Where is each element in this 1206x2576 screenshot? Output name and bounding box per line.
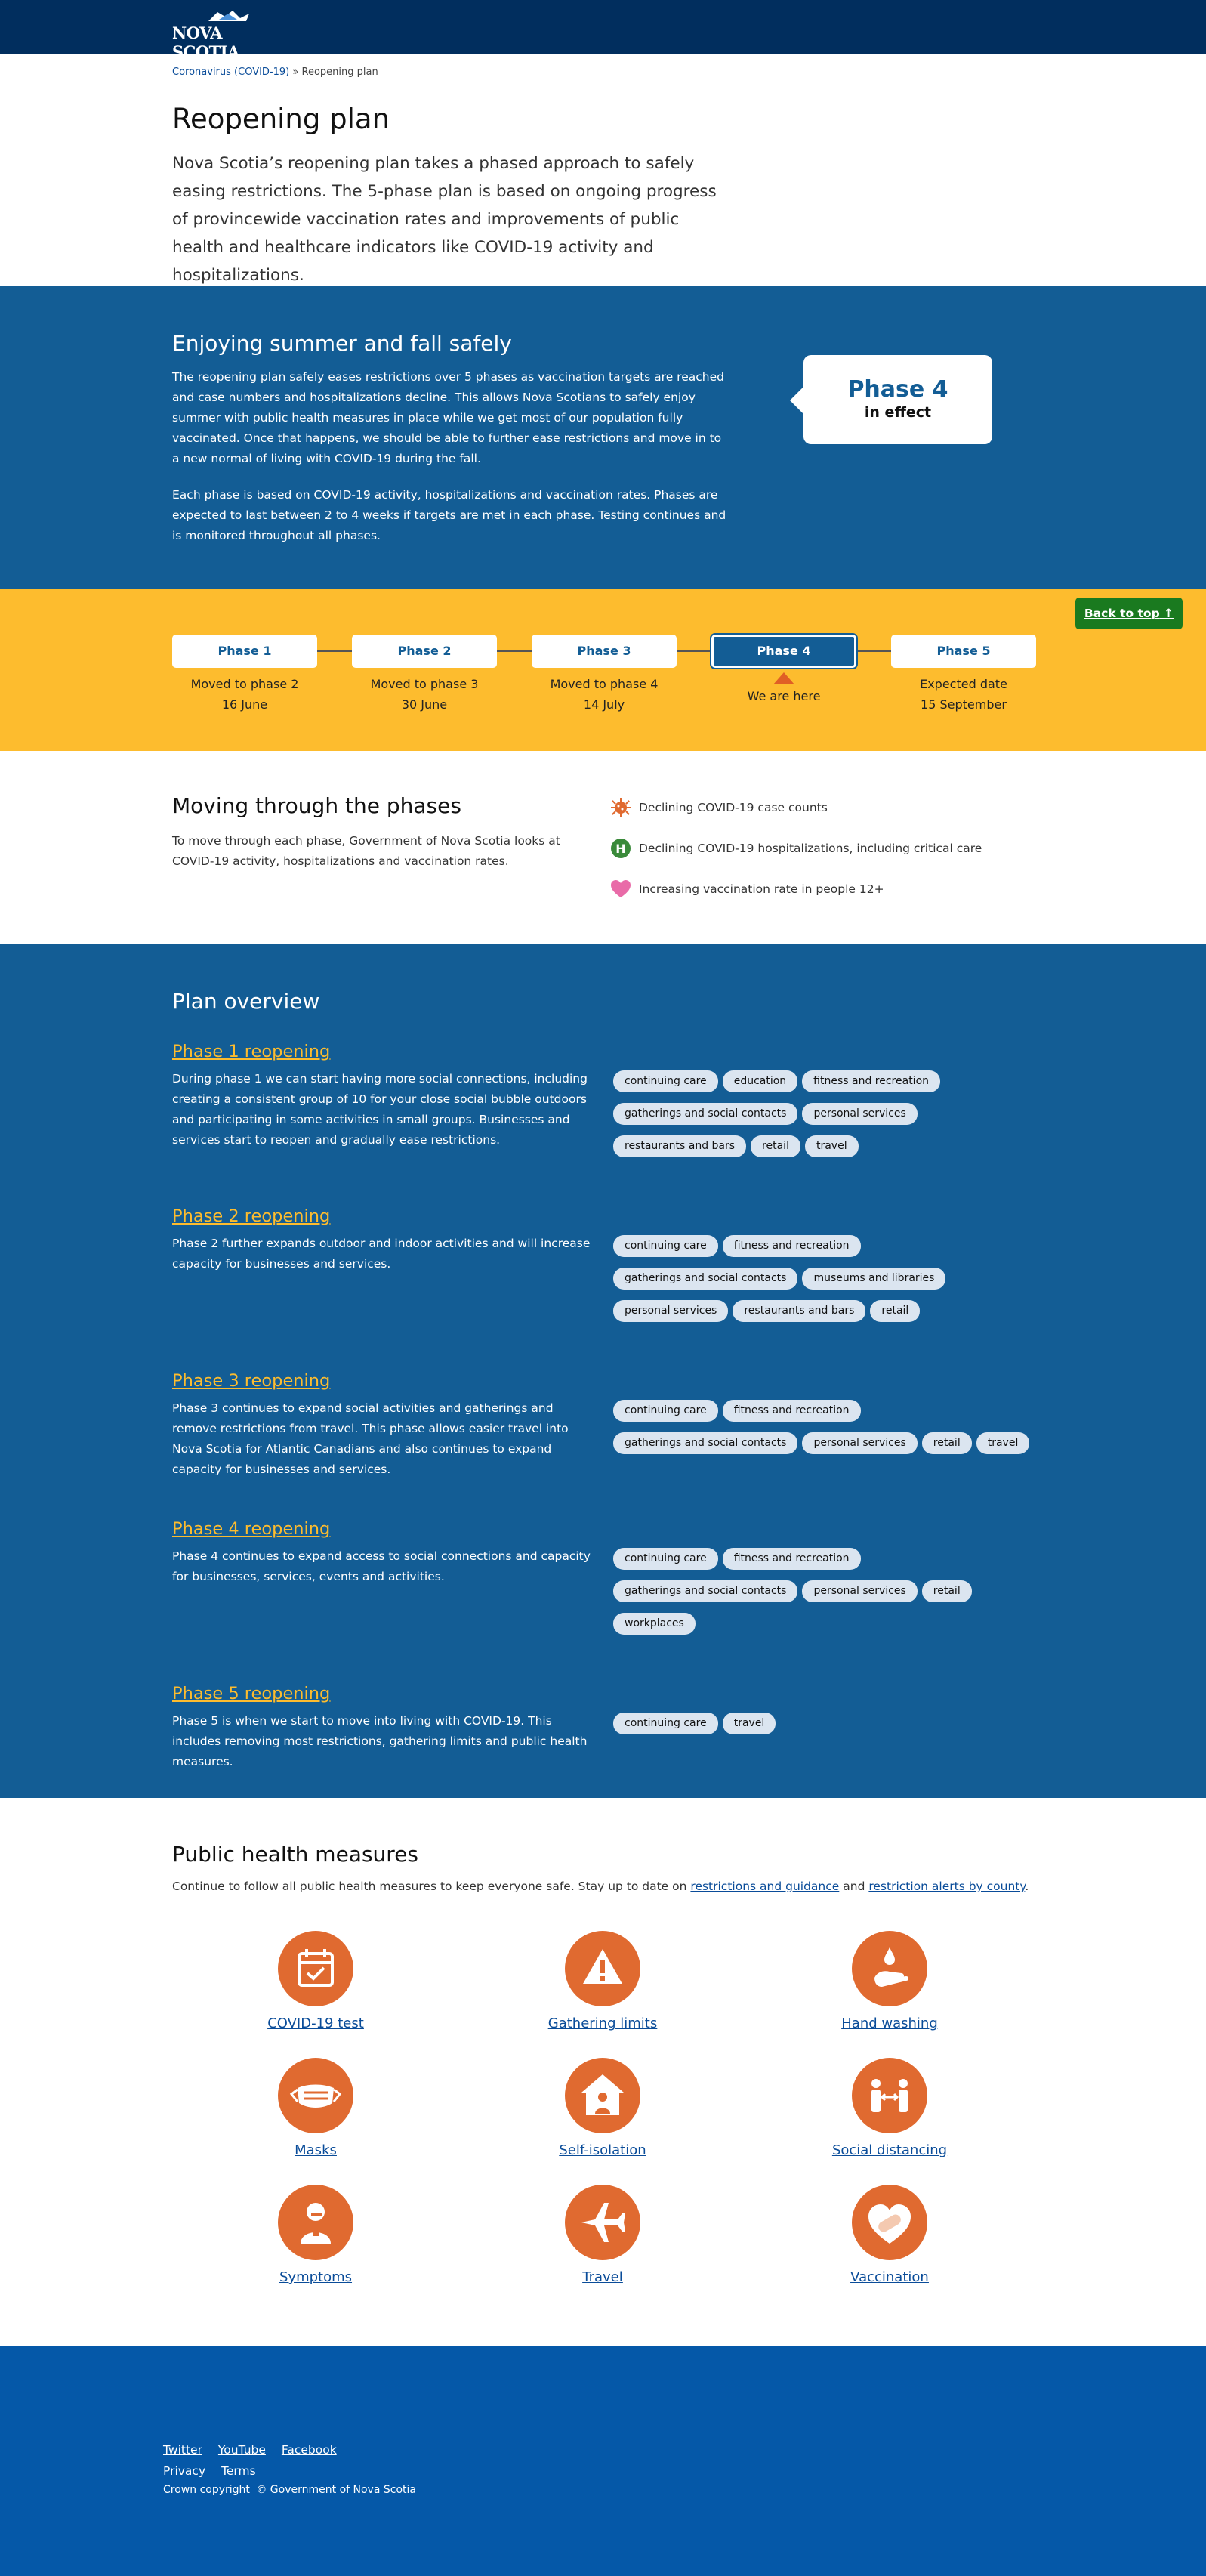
phase-timeline xyxy=(0,589,1206,751)
flag-icon xyxy=(202,9,255,24)
timeline-step-note: Moved to phase 4 xyxy=(550,677,659,691)
brand-wordmark: NOVA SCOTIA xyxy=(172,23,239,61)
tag[interactable]: retail xyxy=(922,1432,972,1454)
tag[interactable]: personal services xyxy=(802,1580,917,1602)
phase-1-tags xyxy=(613,1070,1036,1168)
bandage-heart-icon xyxy=(852,2185,927,2260)
nova-scotia-logo[interactable] xyxy=(172,9,293,61)
measure-label: Self-isolation xyxy=(559,2142,646,2158)
phase-2-description: Phase 2 further expands outdoor and indoor activities and will increase capacity for businesses and services. xyxy=(172,1237,591,1271)
phase-2-link[interactable]: Phase 2 reopening xyxy=(172,1206,331,1226)
back-to-top-button[interactable] xyxy=(1075,598,1183,629)
social-distance-icon xyxy=(852,2058,927,2133)
tag[interactable]: fitness and recreation xyxy=(723,1548,861,1570)
tag[interactable]: personal services xyxy=(802,1103,917,1125)
warning-icon xyxy=(565,1931,640,2006)
tag[interactable]: education xyxy=(723,1070,797,1092)
timeline-step-phase-3[interactable] xyxy=(532,635,677,715)
facebook-link[interactable]: Facebook xyxy=(281,2443,337,2457)
timeline-step-phase-2[interactable] xyxy=(352,635,497,715)
plan-overview-section xyxy=(0,944,1206,1798)
phase-1-link[interactable]: Phase 1 reopening xyxy=(172,1042,331,1061)
restriction-alerts-link[interactable]: restriction alerts by county xyxy=(868,1879,1026,1893)
measure-symptoms[interactable] xyxy=(217,2185,414,2285)
terms-link[interactable]: Terms xyxy=(221,2464,256,2478)
phase-2-block xyxy=(172,1206,1033,1317)
timeline-step-note: Moved to phase 2 xyxy=(190,677,299,691)
tag[interactable]: personal services xyxy=(613,1300,728,1322)
timeline-step-date: 30 June xyxy=(401,697,448,712)
youtube-link[interactable]: YouTube xyxy=(217,2443,266,2457)
tag[interactable]: retail xyxy=(922,1580,972,1602)
measure-label: COVID-19 test xyxy=(267,2015,364,2031)
breadcrumb-current: Reopening plan xyxy=(301,66,378,78)
phase-4-description: Phase 4 continues to expand access to social connections and capacity for businesses, services, events and activities. xyxy=(172,1549,591,1583)
phase-2-tags xyxy=(613,1235,1036,1333)
phase-5-link[interactable]: Phase 5 reopening xyxy=(172,1684,331,1703)
measures-desc-text: Continue to follow all public health measures to keep everyone safe. Stay up to date on xyxy=(172,1879,687,1893)
current-phase-card xyxy=(803,355,992,444)
timeline-step-label: Phase 4 xyxy=(711,635,856,668)
privacy-link[interactable]: Privacy xyxy=(163,2464,206,2478)
measure-label: Travel xyxy=(582,2269,623,2285)
timeline-step-phase-4[interactable] xyxy=(711,635,856,706)
measure-covid-test[interactable] xyxy=(217,1931,414,2031)
tag[interactable]: continuing care xyxy=(613,1400,718,1422)
page-title: Reopening plan xyxy=(172,103,390,135)
timeline-step-phase-1[interactable] xyxy=(172,635,317,715)
timeline-step-date: 14 July xyxy=(583,697,625,712)
measure-social-distancing[interactable] xyxy=(791,2058,988,2158)
phase-4-block xyxy=(172,1519,1033,1629)
top-bar xyxy=(0,0,1206,61)
tag[interactable]: fitness and recreation xyxy=(802,1070,940,1092)
footer xyxy=(0,2346,1206,2576)
house-person-icon xyxy=(565,2058,640,2133)
timeline-step-date: 16 June xyxy=(221,697,268,712)
tag[interactable]: gatherings and social contacts xyxy=(613,1432,797,1454)
timeline-step-phase-5[interactable] xyxy=(891,635,1036,715)
tag[interactable]: continuing care xyxy=(613,1548,718,1570)
measures-desc-end: . xyxy=(1025,1879,1029,1893)
footer-social-links xyxy=(163,2443,349,2457)
crown-copyright-link[interactable]: Crown copyright xyxy=(163,2484,250,2496)
hospital-letter: H xyxy=(615,842,626,856)
breadcrumb-separator: » xyxy=(292,66,299,78)
phase-1-block xyxy=(172,1042,1033,1151)
measure-label: Gathering limits xyxy=(547,2015,658,2031)
calendar-check-icon xyxy=(278,1931,353,2006)
tag[interactable]: restaurants and bars xyxy=(613,1135,746,1157)
measure-label: Vaccination xyxy=(850,2269,929,2285)
measure-gathering-limits[interactable] xyxy=(504,1931,701,2031)
indicator-label: Declining COVID-19 case counts xyxy=(639,801,828,814)
tag[interactable]: gatherings and social contacts xyxy=(613,1268,797,1290)
timeline-step-label: Phase 5 xyxy=(891,635,1036,668)
measure-vaccination[interactable] xyxy=(791,2185,988,2285)
phase-4-link[interactable]: Phase 4 reopening xyxy=(172,1519,331,1539)
phase-3-tags xyxy=(613,1400,1036,1465)
moving-title: Moving through the phases xyxy=(172,793,461,818)
measure-label: Hand washing xyxy=(841,2015,938,2031)
tag[interactable]: fitness and recreation xyxy=(723,1235,861,1257)
footer-copyright xyxy=(163,2484,416,2496)
measure-label: Symptoms xyxy=(279,2269,353,2285)
breadcrumb-link-covid[interactable]: Coronavirus (COVID-19) xyxy=(172,66,290,78)
tag[interactable]: museums and libraries xyxy=(802,1268,945,1290)
measures-title: Public health measures xyxy=(172,1842,419,1867)
measures-desc-and: and xyxy=(843,1879,865,1893)
tag[interactable]: gatherings and social contacts xyxy=(613,1103,797,1125)
phase-3-link[interactable]: Phase 3 reopening xyxy=(172,1371,331,1391)
tag[interactable]: continuing care xyxy=(613,1235,718,1257)
current-phase-status: in effect xyxy=(864,404,932,421)
timeline-step-note: Expected date xyxy=(920,677,1007,691)
tag[interactable]: travel xyxy=(723,1713,776,1734)
hand-water-icon xyxy=(852,1931,927,2006)
indicator-label: Declining COVID-19 hospitalizations, including critical care xyxy=(639,842,982,855)
phase-5-description: Phase 5 is when we start to move into living with COVID-19. This includes removing most restrictions, gathering limits and public health measures. xyxy=(172,1714,588,1768)
tag[interactable]: continuing care xyxy=(613,1713,718,1734)
plan-overview-title: Plan overview xyxy=(172,989,320,1014)
airplane-icon xyxy=(565,2185,640,2260)
measure-self-isolation[interactable] xyxy=(504,2058,701,2158)
phase-3-description: Phase 3 continues to expand social activities and gatherings and remove restrictions from travel. This phase allows easier travel into Nova Scotia for Atlantic Canadians and also continues to expand capacity for businesses and services. xyxy=(172,1401,569,1476)
tag[interactable]: travel xyxy=(805,1135,859,1157)
arrow-up-icon: ↑ xyxy=(1164,607,1174,620)
person-thermometer-icon xyxy=(278,2185,353,2260)
timeline-step-label: Phase 1 xyxy=(172,635,317,668)
footer-legal-links xyxy=(163,2464,268,2478)
back-to-top-label: Back to top xyxy=(1084,607,1160,620)
tag[interactable]: restaurants and bars xyxy=(733,1300,865,1322)
phase-3-block xyxy=(172,1371,1033,1480)
phase-5-block xyxy=(172,1684,1033,1772)
tag[interactable]: travel xyxy=(976,1432,1030,1454)
timeline-step-note: We are here xyxy=(747,689,821,703)
tag[interactable]: retail xyxy=(751,1135,800,1157)
tag[interactable]: personal services xyxy=(802,1432,917,1454)
summer-title: Enjoying summer and fall safely xyxy=(172,331,512,356)
mask-icon xyxy=(278,2058,353,2133)
current-phase-marker-icon xyxy=(773,672,794,684)
measure-label: Social distancing xyxy=(831,2142,948,2158)
timeline-step-label: Phase 2 xyxy=(352,635,497,668)
phase-4-tags xyxy=(613,1548,1036,1645)
measure-travel[interactable] xyxy=(504,2185,701,2285)
heart-icon xyxy=(610,879,631,900)
hospital-icon xyxy=(610,838,631,859)
tag[interactable]: retail xyxy=(870,1300,920,1322)
copyright-text: © Government of Nova Scotia xyxy=(256,2484,416,2496)
measure-hand-washing[interactable] xyxy=(791,1931,988,2031)
phase-1-description: During phase 1 we can start having more social connections, including creating a consistent group of 10 for your close social bubble outdoors and participating in some activities in small groups. Businesses and services start to reopen and gradually ease restrictions. xyxy=(172,1072,588,1147)
indicator-label: Increasing vaccination rate in people 12+ xyxy=(639,882,884,896)
intro-text: Nova Scotia’s reopening plan takes a phased approach to safely easing restrictions. The 5-phase plan is based on ongoing progress of provincewide vaccination rates and improvements of public health and healthcare indicators like COVID-19 activity and hospitalizations. xyxy=(172,154,717,285)
virus-icon xyxy=(610,797,631,818)
summer-section xyxy=(0,286,1206,589)
phase-5-tags xyxy=(613,1713,1036,1745)
current-phase-label: Phase 4 xyxy=(847,376,948,403)
timeline-step-note: Moved to phase 3 xyxy=(370,677,479,691)
timeline-step-date: 15 September xyxy=(921,697,1007,712)
tag[interactable]: gatherings and social contacts xyxy=(613,1580,797,1602)
timeline-step-label: Phase 3 xyxy=(532,635,677,668)
tag[interactable]: fitness and recreation xyxy=(723,1400,861,1422)
moving-description: To move through each phase, Government of Nova Scotia looks at COVID-19 activity, hospitalizations and vaccination rates. xyxy=(172,834,560,868)
twitter-link[interactable]: Twitter xyxy=(163,2443,202,2457)
restrictions-guidance-link[interactable]: restrictions and guidance xyxy=(690,1879,840,1893)
summer-paragraph-2: Each phase is based on COVID-19 activity, hospitalizations and vaccination rates. Phases are expected to last between 2 to 4 weeks if targets are met in each phase. Testing continues and is monitored throughout all phases. xyxy=(172,488,726,542)
tag[interactable]: continuing care xyxy=(613,1070,718,1092)
measure-label: Masks xyxy=(295,2142,337,2158)
tag[interactable]: workplaces xyxy=(613,1613,696,1635)
measure-masks[interactable] xyxy=(217,2058,414,2158)
breadcrumb xyxy=(172,66,378,78)
measures-description xyxy=(172,1879,1029,1893)
summer-paragraph-1: The reopening plan safely eases restrictions over 5 phases as vaccination targets are reached and case numbers and hospitalizations decline. This allows Nova Scotians to safely enjoy summer with public health measures in place while we get most of our population fully vaccinated. Once that happens, we should be able to further ease restrictions and move in to a new normal of living with COVID-19 during the fall. xyxy=(172,370,724,465)
